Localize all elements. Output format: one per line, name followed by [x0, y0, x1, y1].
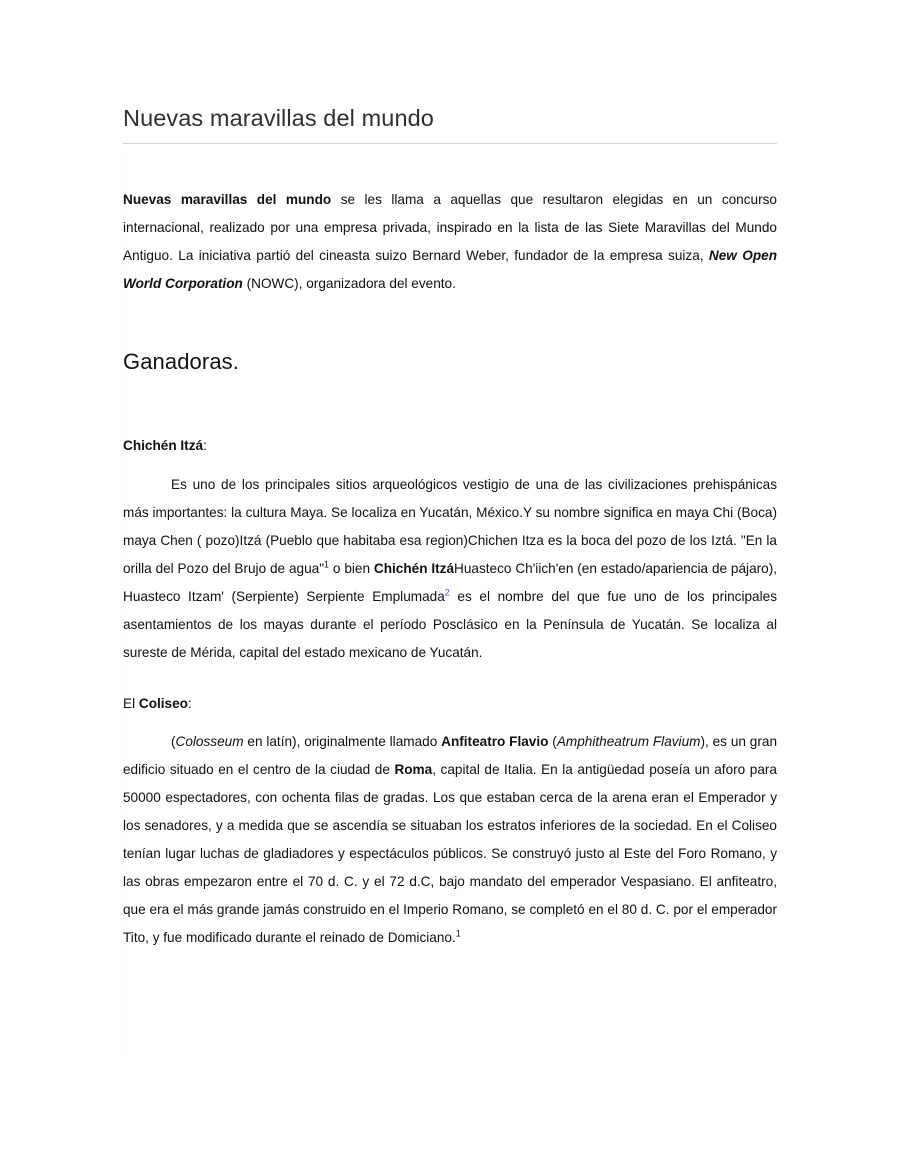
chichen-text-part-1: Es uno de los principales sitios arqueológicos vestigio de una de las civilizaciones prehispánicas más importantes: la cultura Maya. Se localiza en Yucatán, México.Y su nombre significa en maya Chi (Boca) maya Chen ( pozo)Itzá (Pueblo que habitaba esa region)Chichen Itza es la boca del pozo de los Iztá. "En la orilla del Pozo del Brujo de agua" — [123, 476, 777, 576]
subhead-coliseo-prefix: El — [123, 695, 139, 711]
footnote-ref-2[interactable]: 2 — [444, 587, 450, 598]
coliseo-text-part-4: , capital de Italia. En la antigüedad poseía un aforo para 50000 espectadores, con ochenta filas de gradas. Los que estaban cerca de la arena eran el Emperador y los senadores, y a medida que se ascendía se situaban los estratos inferiores de la sociedad. En el Coliseo tenían lugar luchas de gladiadores y espectáculos públicos. Se construyó justo al Este del Foro Romano, y las obras empezaron entre el 70 d. C. y el 72 d.C, bajo mandato del emperador Vespasiano. El anfiteatro, que era el más grande jamás construido en el Imperio Romano, se completó en el 80 d. C. por el emperador Tito, y fue modificado durante el reinado de Domiciano. — [123, 762, 777, 946]
intro-company-name: New Open World Corporation — [123, 248, 777, 292]
intro-text-first: se les llama a aquellas que resultaron elegidas en un concurso internacional, realizado por una empresa privada, inspirado en la lista de las Siete Maravillas del Mundo Antiguo. La iniciativa partió del cineasta suizo Bernard Weber, fundador de la empresa suiza, — [123, 192, 777, 264]
subhead-chichen-itza — [123, 377, 777, 457]
coliseo-text-part-2: ( — [548, 734, 557, 750]
subhead-coliseo-colon: : — [187, 695, 192, 711]
subhead-el-coliseo — [123, 667, 777, 715]
coliseo-bold-name: Anfiteatro Flavio — [441, 734, 549, 750]
chichen-bold-name: Chichén Itzá — [373, 560, 455, 576]
coliseo-text-part-3: ), es un gran edificio situado en el centro de la ciudad de — [123, 734, 778, 778]
chichen-text-part-3: Huasteco Ch'iich'en (en estado/apariencia de pájaro), Huasteco Itzam' (Serpiente) Serpiente Emplumada — [123, 560, 778, 604]
footnote-ref-1: 1 — [324, 559, 330, 570]
subhead-chichen-itza-label: Chichén Itzá — [123, 437, 204, 453]
coliseo-text-part-1: en latín), originalmente llamado — [243, 734, 442, 750]
chichen-text-part-2: o bien — [329, 560, 374, 576]
page-title: Nuevas maravillas del mundo — [123, 105, 434, 131]
paragraph-chichen-itza — [123, 457, 777, 667]
subhead-chichen-itza-colon: : — [203, 437, 207, 453]
coliseo-latin-name-2: Amphitheatrum Flavium — [556, 734, 701, 750]
paragraph-el-coliseo — [123, 714, 777, 952]
subhead-coliseo-label: Coliseo — [138, 695, 188, 711]
coliseo-open-paren: ( — [171, 734, 176, 750]
coliseo-latin-name: Colosseum — [175, 734, 244, 750]
section-heading-ganadoras: Ganadoras. — [123, 349, 239, 375]
document-content — [123, 0, 777, 952]
coliseo-bold-city: Roma — [394, 762, 433, 778]
chichen-text-part-4: es el nombre del que fue uno de los principales asentamientos de los mayas durante el período Posclásico en la Península de Yucatán. Se localiza al sureste de Mérida, capital del estado mexicano de Yucatán. — [123, 588, 777, 660]
intro-text-second: (NOWC), organizadora del evento. — [242, 276, 456, 292]
footnote-ref-3: 1 — [455, 928, 461, 939]
intro-paragraph — [123, 144, 777, 298]
intro-lead-bold: Nuevas maravillas del mundo — [123, 192, 332, 208]
